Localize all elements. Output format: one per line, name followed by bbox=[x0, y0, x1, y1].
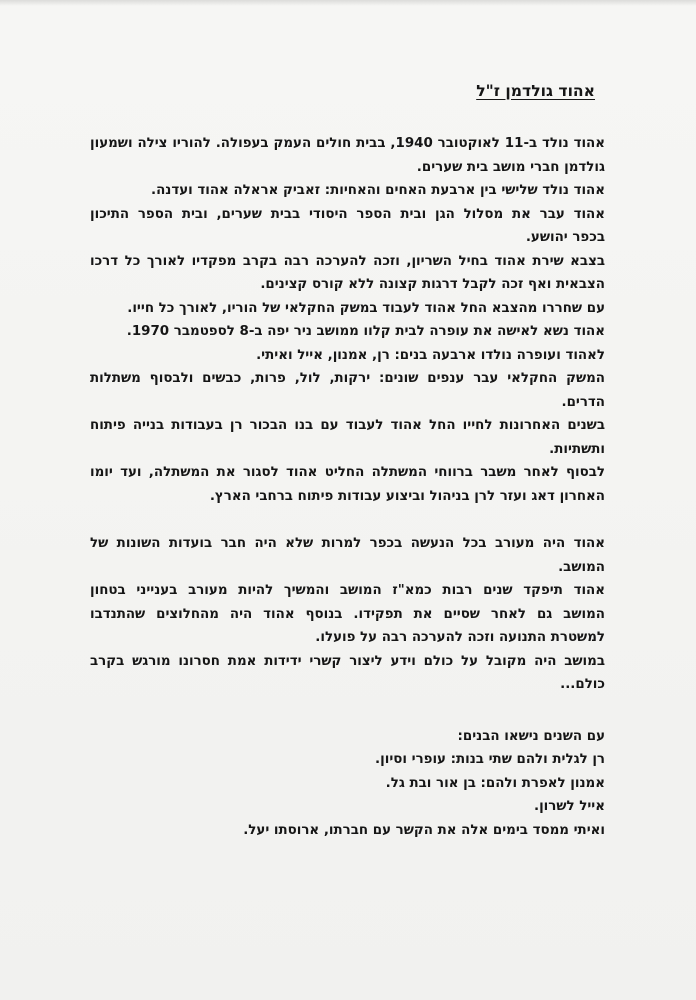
text-line: הדרים. bbox=[561, 394, 605, 410]
text-line: אהוד תיפקד שנים רבות כמא"ז המושב והמשיך להיות מעורב בענייני בטחון bbox=[90, 583, 605, 598]
document-body bbox=[90, 80, 605, 842]
text-line: ואיתי ממסד בימים אלה את הקשר עם חברתו, ארוסתו יעל. bbox=[243, 822, 605, 838]
text-line: רן לגלית ולהם שתי בנות: עופרי וסיון. bbox=[375, 752, 605, 767]
text-line: בכפר יהושע. bbox=[525, 230, 605, 245]
text-line: בצבא שירת אהוד בחיל השריון, וזכה להערכה רבה בקרב מפקדיו לאורך כל דרכו bbox=[90, 253, 605, 269]
text-line: אהוד נולד שלישי בין ארבעת האחים והאחיות: זאביק אראלה אהוד ועדנה. bbox=[150, 183, 605, 198]
paragraph-gap bbox=[90, 508, 605, 532]
text-line: הצבאית ואף זכה לקבל דרגות קצונה ללא קורס קצינים. bbox=[260, 277, 605, 292]
text-line: אייל לשרון. bbox=[534, 799, 605, 814]
text-line: עם השנים נישאו הבנים: bbox=[457, 728, 605, 744]
text-line: המושב גם לאחר שסיים את תפקידו. בנוסף אהוד היה מהחלוצים שהתנדבו bbox=[90, 606, 605, 622]
text-line: המשק החקלאי עבר ענפים שונים: ירקות, לול, פרות, כבשים ולבסוף משתלות bbox=[90, 371, 605, 386]
text-line: למשטרת התנועה וזכה להערכה רבה על פועלו. bbox=[315, 630, 605, 645]
text-line: האחרון דאג ועזר לרן בניהול וביצוע עבודות פיתוח ברחבי הארץ. bbox=[209, 488, 605, 504]
page-top-edge bbox=[0, 0, 696, 6]
text-line: בשנים האחרונות לחייו החל אהוד לעבוד עם בנו הבכור רן בעבודות בנייה פיתוח bbox=[90, 418, 605, 433]
text-line: לבסוף לאחר משבר ברווחי המשתלה החליט אהוד לסגור את המשתלה, ועד יומו bbox=[90, 465, 605, 480]
text-line: המושב. bbox=[558, 559, 605, 575]
paragraph-gap bbox=[90, 697, 605, 725]
text-line: במושב היה מקובל על כולם וידע ליצור קשרי ידידות אמת חסרונו מורגש בקרב bbox=[90, 653, 605, 669]
text-line: אהוד היה מעורב בכל הנעשה בכפר למרות שלא היה חבר בועדות השונות של bbox=[90, 536, 605, 551]
document-title: אהוד גולדמן ז"ל bbox=[476, 82, 595, 100]
text-line: אהוד עבר את מסלול הגן ובית הספר היסודי בבית שערים, ובית הספר התיכון bbox=[90, 206, 605, 222]
text-line: אמנון לאפרת ולהם: בן אור ובת גל. bbox=[385, 775, 605, 791]
text-line: אהוד נולד ב-11 לאוקטובר 1940, בבית חולים העמק בעפולה. להוריו צילה ושמעון bbox=[90, 136, 605, 151]
text-line: כולם... bbox=[560, 677, 605, 692]
text-line: גולדמן חברי מושב בית שערים. bbox=[416, 159, 605, 175]
text-line: לאהוד ועופרה נולדו ארבעה בנים: רן, אמנון, אייל ואיתי. bbox=[256, 347, 605, 363]
text-line: ותשתיות. bbox=[549, 441, 605, 457]
text-line: עם שחררו מהצבא החל אהוד לעבוד במשק החקלאי של הוריו, לאורך כל חייו. bbox=[127, 300, 605, 316]
text-line: אהוד נשא לאישה את עופרה לבית קלוו ממושב ניר יפה ב-8 לספטמבר 1970. bbox=[126, 324, 605, 339]
